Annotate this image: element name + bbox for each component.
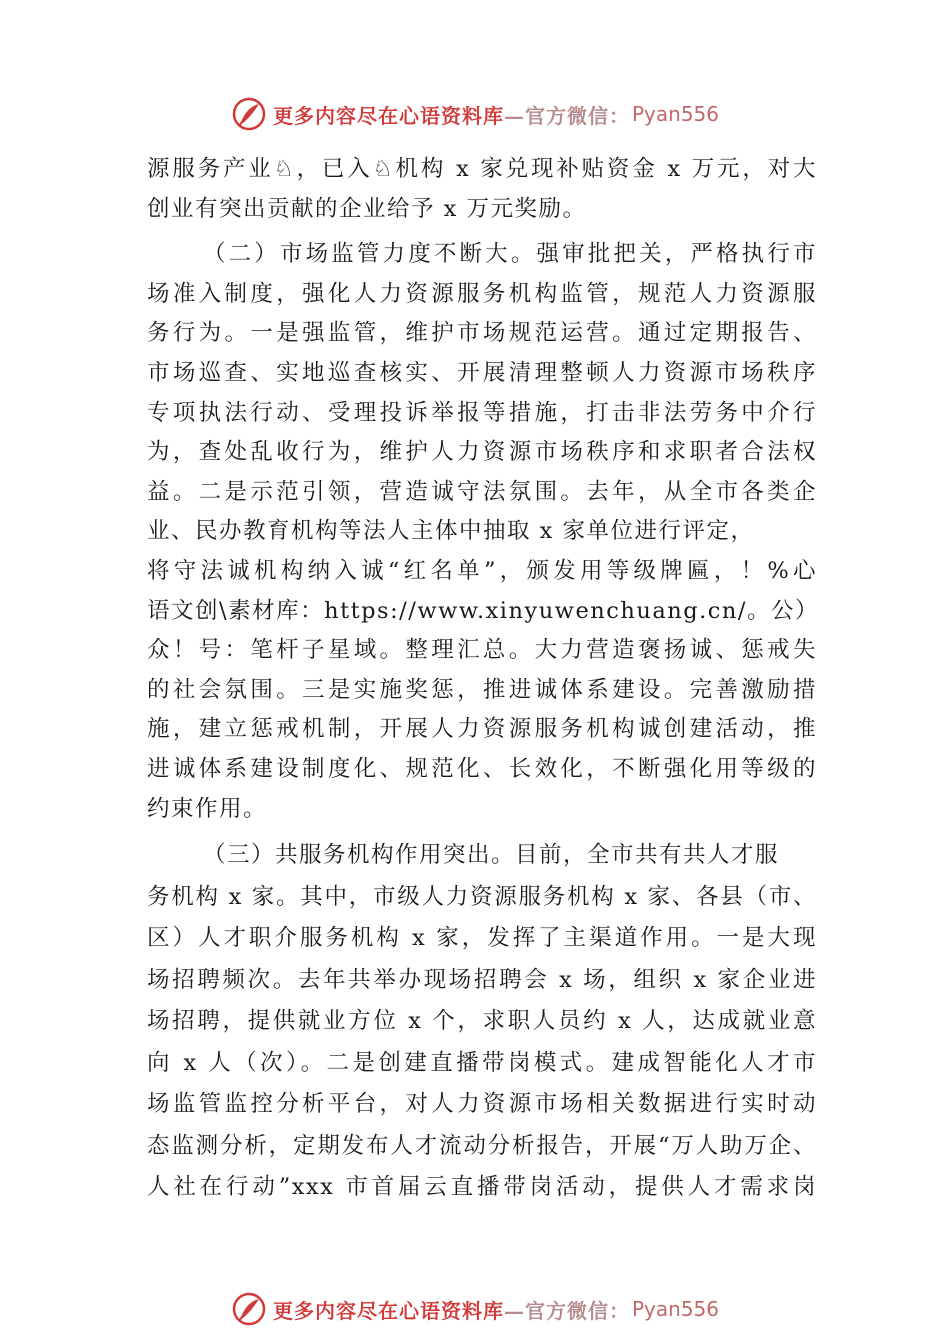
body-line: 人社在行动”xxx 市首届云直播带岗活动，提供人才需求岗 — [147, 1174, 817, 1201]
banner-label: —官方微信： — [503, 103, 630, 128]
document-body — [147, 150, 817, 1209]
body-line: 场招聘，提供就业方位 x 个，求职人员约 x 人，达成就业意 — [147, 1008, 817, 1035]
body-line: 态监测分析，定期发布人才流动分析报告，开展“万人助万企、 — [147, 1132, 817, 1159]
body-line: 向 x 人（次）。二是创建直播带岗模式。建成智能化人才市 — [147, 1049, 817, 1076]
body-line: 的社会氛围。三是实施奖惩，推进诚体系建设。完善激励措 — [147, 676, 817, 703]
body-line: 为，查处乱收行为，维护人力资源市场秩序和求职者合法权 — [147, 439, 817, 466]
body-line: 语文创\素材库：https://www.xinyuwenchuang.cn/。公） — [147, 597, 819, 624]
body-line: 业、民办教育机构等法人主体中抽取 x 家单位进行评定， — [147, 518, 755, 545]
body-line: 施，建立惩戒机制，开展人力资源服务机构诚创建活动，推 — [147, 716, 817, 743]
banner-wechat-id: Pyan556 — [631, 1297, 719, 1321]
banner-title: 更多内容尽在心语资料库 — [272, 103, 504, 128]
body-line: 益。二是示范引领，营造诚守法氛围。去年，从全市各类企 — [147, 478, 817, 505]
banner-label: —官方微信： — [503, 1298, 630, 1323]
body-line: 市场巡查、实地巡查核实、开展清理整顿人力资源市场秩序 — [147, 359, 817, 386]
banner-wechat-id: Pyan556 — [631, 102, 719, 126]
body-line: 创业有突出贡献的企业给予 x 万元奖励。 — [147, 195, 587, 222]
body-line: 源服务产业♘，已入♘机构 x 家兑现补贴资金 x 万元，对大 — [147, 156, 817, 182]
body-line: 场准入制度，强化人力资源服务机构监管，规范人力资源服 — [147, 280, 817, 307]
body-line: 进诚体系建设制度化、规范化、长效化，不断强化用等级的 — [147, 755, 817, 782]
body-line: 专项执法行动、受理投诉举报等措施，打击非法劳务中介行 — [147, 399, 817, 426]
body-line: 务行为。一是强监管，维护市场规范运营。通过定期报告、 — [147, 320, 817, 347]
header-banner — [0, 94, 950, 134]
body-line: （二）市场监管力度不断大。强审批把关，严格执行市 — [203, 241, 817, 268]
body-line: 场监管监控分析平台，对人力资源市场相关数据进行实时动 — [147, 1091, 817, 1118]
body-line: 将守法诚机构纳入诚“红名单”，颁发用等级牌匾，！%心 — [147, 557, 817, 584]
body-line: 约束作用。 — [147, 795, 268, 822]
banner-title: 更多内容尽在心语资料库 — [272, 1298, 504, 1323]
body-line: 务机构 x 家。其中，市级人力资源服务机构 x 家、各县（市、 — [147, 883, 817, 910]
body-line: 场招聘频次。去年共举办现场招聘会 x 场，组织 x 家企业进 — [147, 966, 817, 993]
body-line: 众！号：笔杆子星域。整理汇总。大力营造褒扬诚、惩戒失 — [147, 637, 817, 664]
body-line: 区）人才职介服务机构 x 家，发挥了主渠道作用。一是大现 — [147, 925, 817, 952]
body-line: （三）共服务机构作用突出。目前，全市共有共人才服 — [203, 842, 780, 869]
quill-logo-icon — [231, 1291, 267, 1327]
footer-banner — [0, 1289, 950, 1329]
quill-logo-icon — [231, 96, 267, 132]
